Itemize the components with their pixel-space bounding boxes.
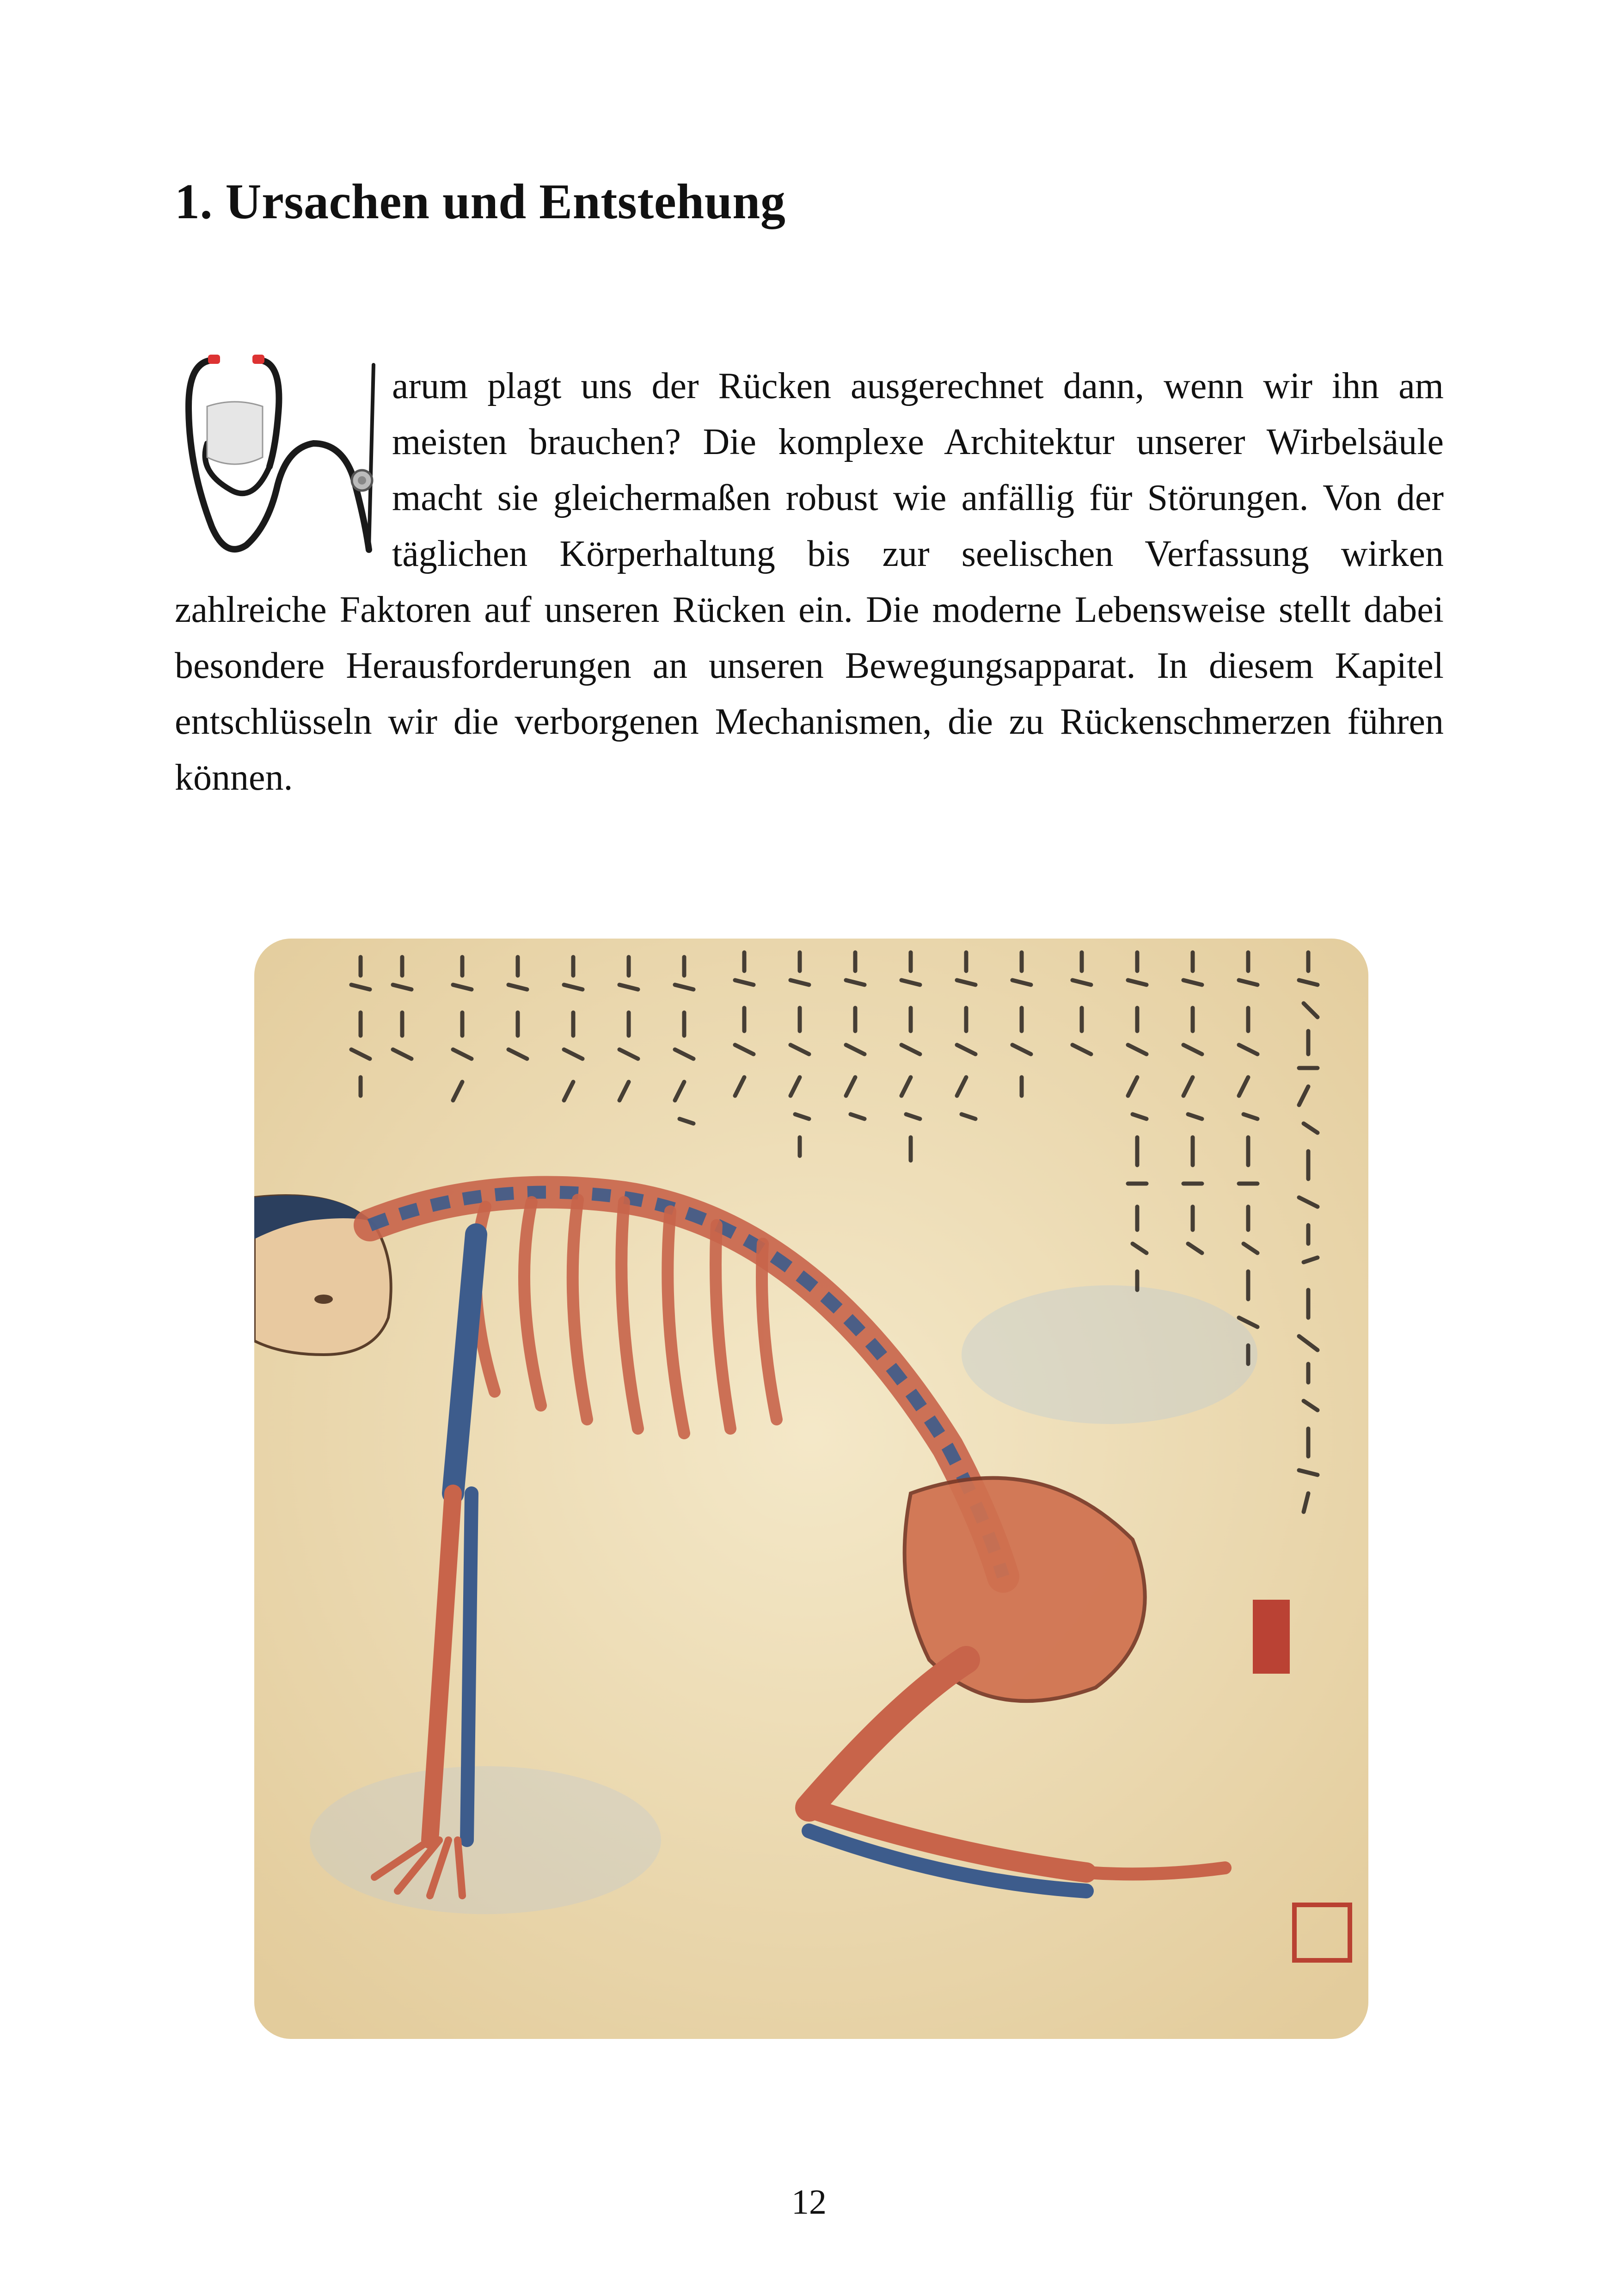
- chapter-heading: 1. Ursachen und Entstehung: [175, 174, 786, 229]
- paragraph-text: arum plagt uns der Rücken ausgerechnet dann, wenn wir ihn am meisten brauchen? Die komplexe Architektur unserer Wirbelsäule macht sie gleichermaßen robust wie anfällig für Störungen. Von der täglichen Körperhaltung bis zur seelischen Verfassung wirken zahlreiche Faktoren auf unseren Rücken ein. Die moderne Lebensweise stellt dabei besondere Herausforderungen an unseren Bewegungsapparat. In diesem Kapitel entschlüsseln wir die verborgenen Mechanismen, die zu Rückenschmerzen führen können.: [175, 366, 1444, 798]
- skeleton-illustration: [254, 939, 1368, 2039]
- stethoscope-icon: [170, 351, 392, 566]
- page-number: 12: [791, 2183, 827, 2222]
- intro-paragraph: [175, 358, 1444, 806]
